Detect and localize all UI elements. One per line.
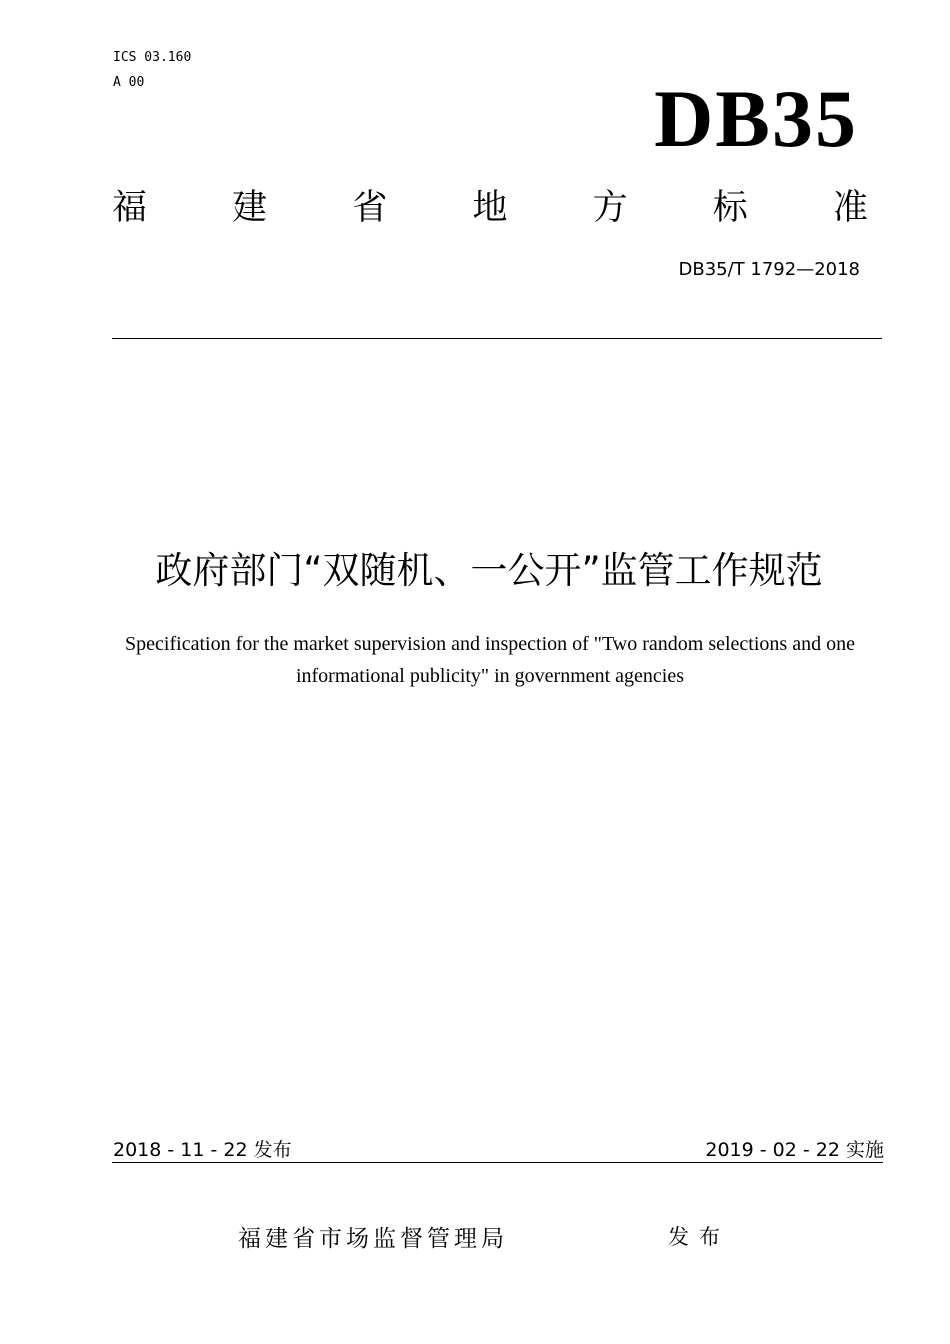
header-divider — [112, 338, 882, 339]
footer-divider — [112, 1162, 883, 1163]
standard-type-char: 方 — [592, 188, 628, 228]
english-title: Specification for the market supervision and inspection of "Two random selections and one informational publicity" in government agencies — [125, 633, 855, 687]
chinese-title: 政府部门“双随机、一公开”监管工作规范 — [155, 549, 823, 592]
publisher-name: 福建省市场监督管理局 — [238, 1226, 508, 1252]
standard-type-char: 准 — [832, 188, 868, 228]
db-logo: DB35 — [654, 73, 858, 164]
standard-type-char: 福 — [112, 188, 148, 228]
ics-code: ICS 03.160 — [113, 50, 192, 65]
ccs-code: A 00 — [113, 75, 145, 90]
issue-date: 2018 - 11 - 22 发布 — [113, 1139, 292, 1161]
standard-type-char: 标 — [712, 188, 748, 228]
standard-type-char: 建 — [232, 188, 268, 228]
standard-number: DB35/T 1792—2018 — [678, 259, 860, 280]
standard-type-char: 省 — [352, 188, 388, 228]
standard-type-char: 地 — [472, 188, 508, 228]
published-label: 发布 — [668, 1225, 730, 1249]
standard-type — [112, 186, 868, 230]
implementation-date: 2019 - 02 - 22 实施 — [705, 1139, 884, 1161]
